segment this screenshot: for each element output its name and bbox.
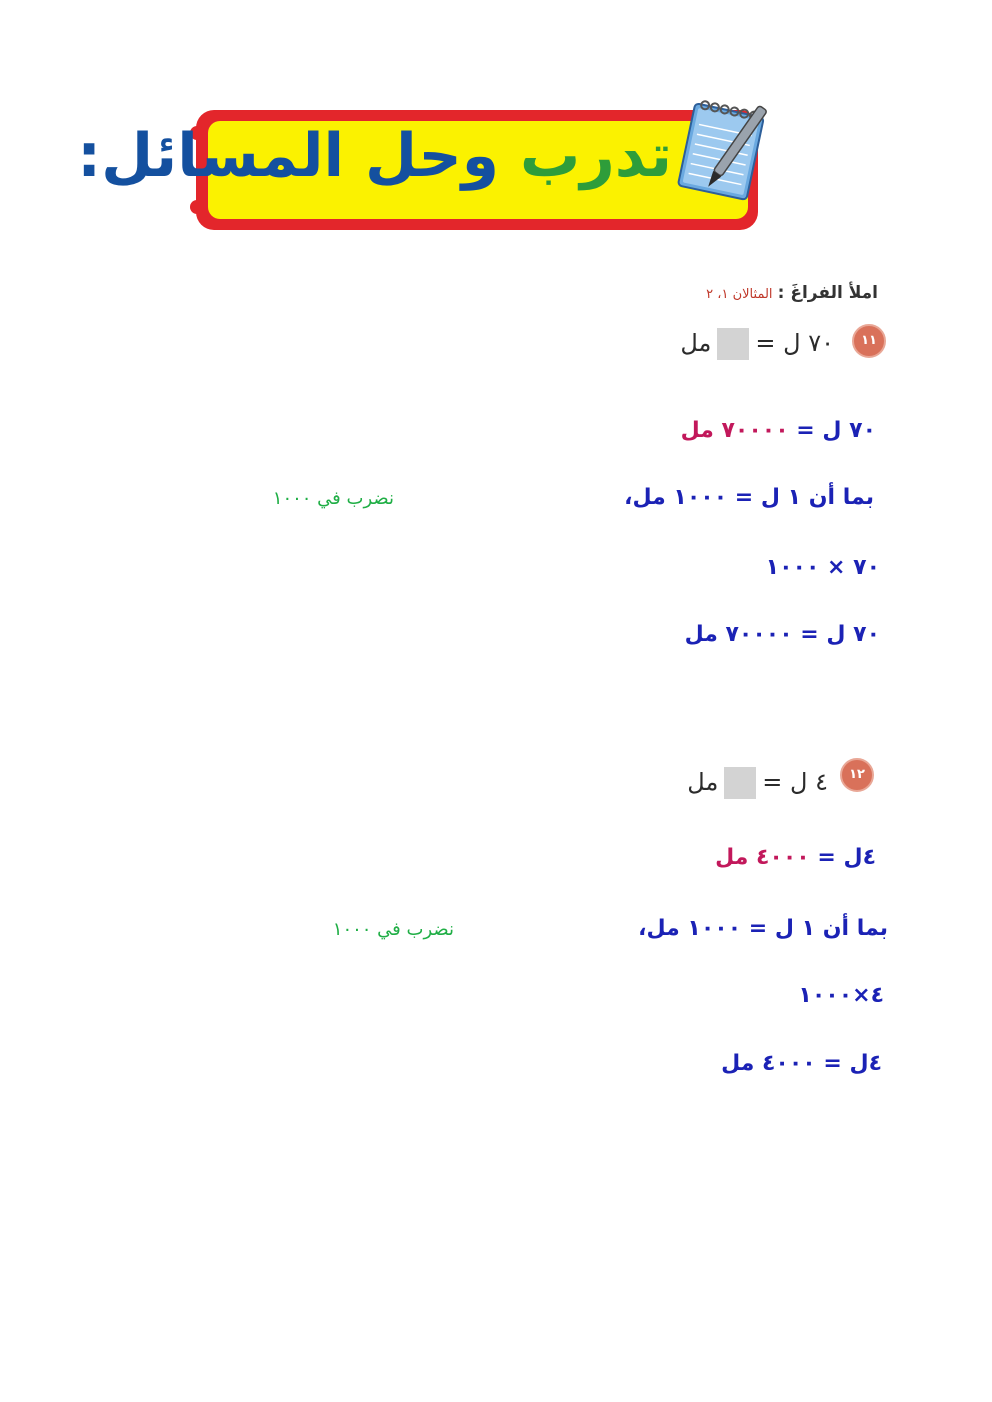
instruction: [706, 283, 878, 303]
answer-2-lhs: ٤ل =: [817, 845, 876, 870]
problem-2-left: ٤ ل =: [762, 768, 828, 796]
problem-1-left: ٧٠ ل =: [755, 329, 834, 357]
answer-2-line1: [715, 845, 876, 870]
question-number-badge: ١٢: [840, 758, 874, 792]
banner-title: [77, 116, 672, 196]
answer-blank[interactable]: [724, 767, 756, 799]
question-number-badge: ١١: [852, 324, 886, 358]
answer-blank[interactable]: [717, 328, 749, 360]
answer-2-multiplication: ٤×١٠٠٠: [798, 983, 884, 1008]
problem-2: [687, 767, 828, 799]
section-banner: [77, 110, 758, 230]
answer-1-lhs: ٧٠ ل =: [796, 418, 876, 443]
answer-2-since: بما أن ١ ل = ١٠٠٠ مل،: [638, 916, 888, 941]
problem-1-unit: مل: [680, 329, 712, 357]
answer-1-line1: [681, 418, 876, 443]
answer-1-since: بما أن ١ ل = ١٠٠٠ مل،: [624, 485, 874, 510]
banner-title-part1: تدرب: [519, 121, 672, 191]
problem-1: [680, 328, 834, 360]
banner-title-part2: وحل المسائل:: [77, 121, 500, 191]
problem-2-unit: مل: [687, 768, 719, 796]
answer-1-rhs: ٧٠٠٠٠ مل: [680, 418, 789, 443]
banner-notch-bottom: [190, 200, 204, 214]
answer-2-rhs: ٤٠٠٠ مل: [715, 845, 810, 870]
answer-1-note: نضرب في ١٠٠٠: [272, 488, 394, 509]
answer-1-result: ٧٠ ل = ٧٠٠٠٠ مل: [684, 622, 880, 647]
notebook-pen-icon: [672, 96, 774, 206]
answer-2-result: ٤ل = ٤٠٠٠ مل: [721, 1051, 882, 1076]
instruction-ref: المثالان ١، ٢: [706, 287, 773, 302]
answer-2-note: نضرب في ١٠٠٠: [332, 919, 454, 940]
instruction-label: املأ الفراغَ :: [777, 283, 878, 303]
answer-1-multiplication: ٧٠ × ١٠٠٠: [765, 555, 880, 580]
